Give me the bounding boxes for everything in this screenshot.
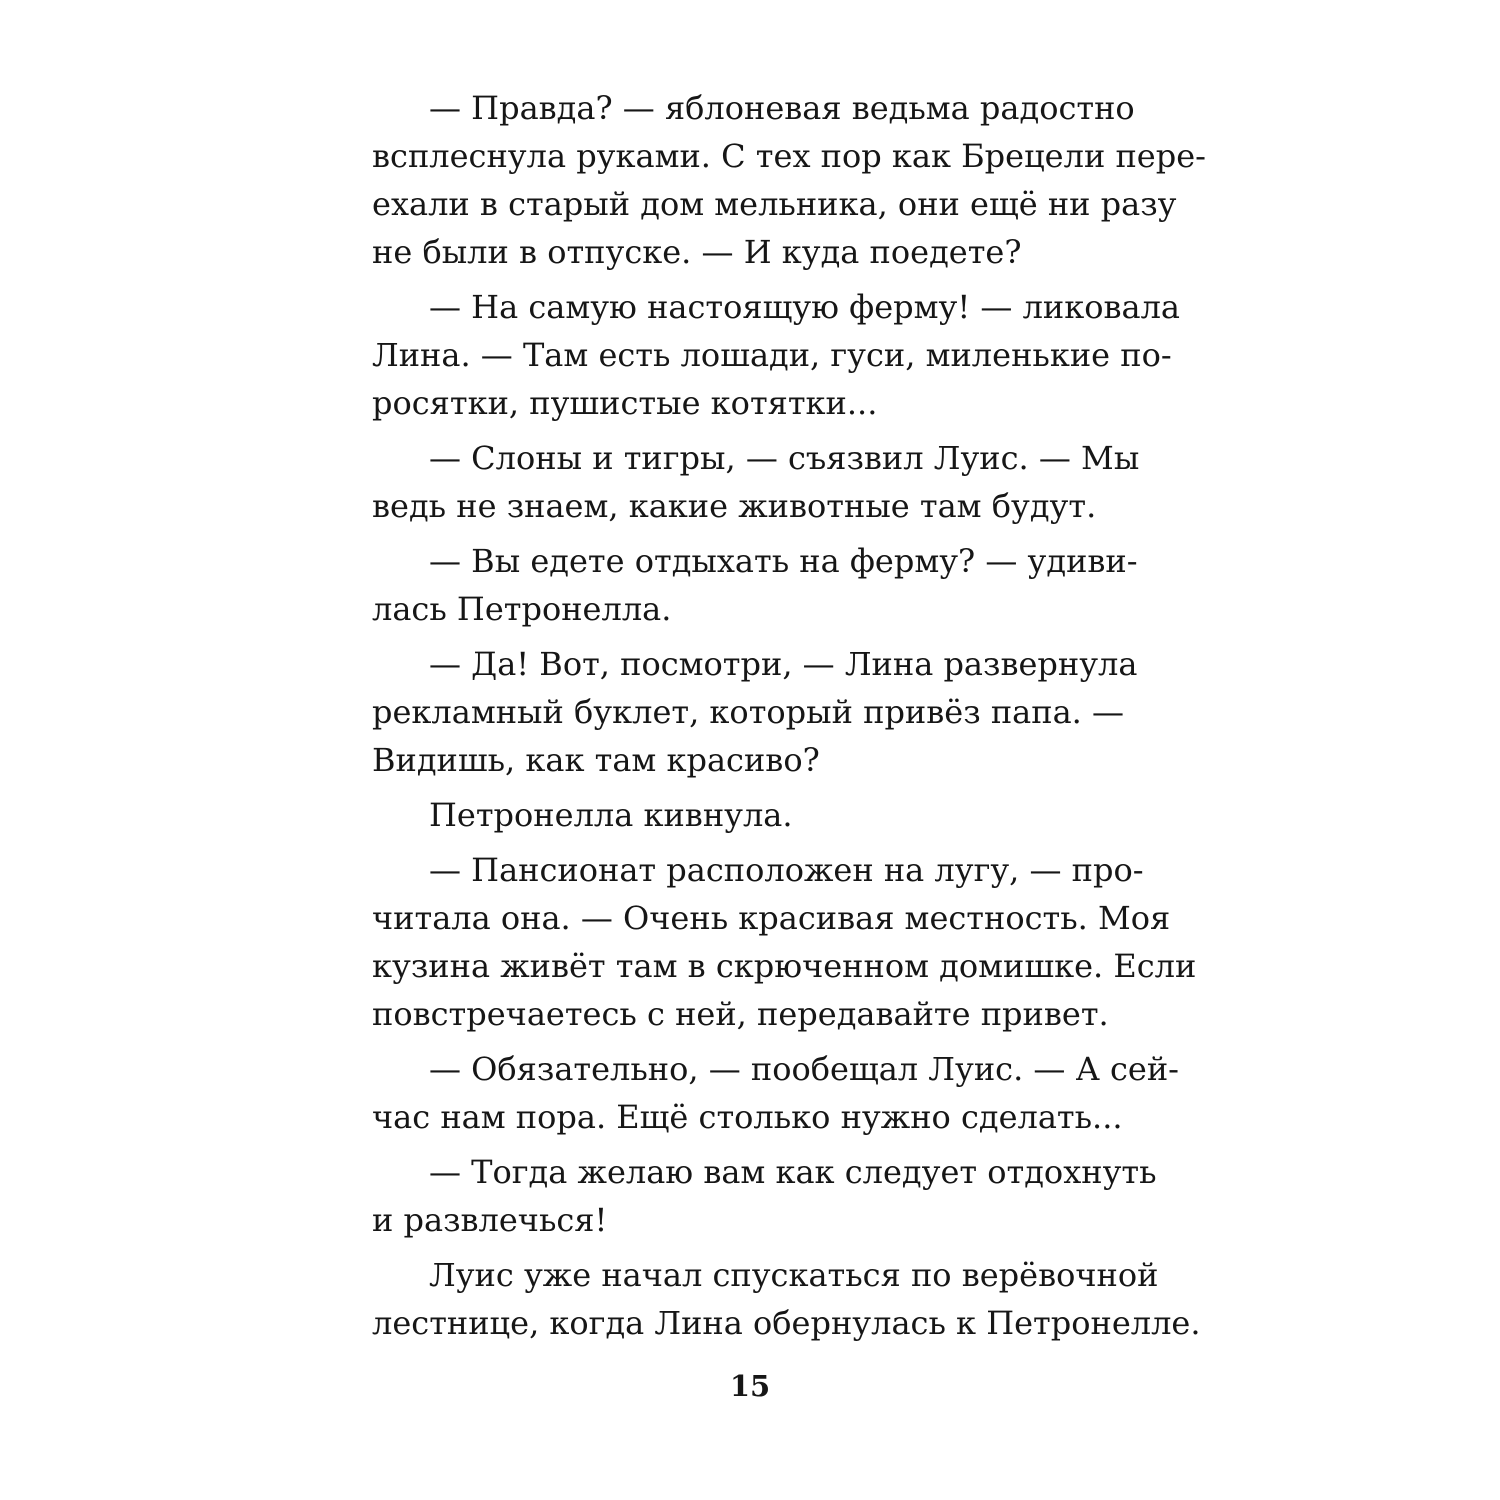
text-line: росятки, пушистые котятки... <box>372 384 878 422</box>
text-line: лась Петронелла. <box>372 590 672 628</box>
text-line: ехали в старый дом мельника, они ещё ни разу <box>372 185 1177 223</box>
paragraph <box>372 434 1140 530</box>
text-line: — Да! Вот, посмотри, — Лина развернула <box>429 645 1138 683</box>
text-line: лестнице, когда Лина обернулась к Петронелле. <box>372 1304 1201 1342</box>
text-line: читала она. — Очень красивая местность. Моя <box>372 899 1171 937</box>
text-line: — Слоны и тигры, — съязвил Луис. — Мы <box>429 439 1140 477</box>
text-line: — Вы едете отдыхать на ферму? — удиви- <box>429 542 1138 580</box>
text-line: Лина. — Там есть лошади, гуси, миленькие по- <box>372 336 1172 374</box>
page-number: 15 <box>729 1369 771 1403</box>
text-line: — Правда? — яблоневая ведьма радостно <box>429 89 1135 127</box>
text-line: — Пансионат расположен на лугу, — про- <box>429 851 1144 889</box>
paragraph <box>372 283 1180 427</box>
text-line: час нам пора. Ещё столько нужно сделать... <box>372 1098 1123 1136</box>
text-line: не были в отпуске. — И куда поедете? <box>372 233 1022 271</box>
paragraph <box>372 537 1138 633</box>
text-line: Луис уже начал спускаться по верёвочной <box>429 1256 1159 1294</box>
text-line: всплеснула руками. С тех пор как Брецели пере- <box>372 137 1206 175</box>
paragraph <box>372 1045 1179 1141</box>
text-line: Видишь, как там красиво? <box>372 741 820 779</box>
text-line: кузина живёт там в скрюченном домишке. Если <box>372 947 1197 985</box>
paragraph <box>372 1251 1201 1347</box>
paragraph <box>372 640 1138 784</box>
paragraph <box>372 84 1206 276</box>
text-line: и развлечься! <box>372 1201 608 1239</box>
text-line: — Обязательно, — пообещал Луис. — А сей- <box>429 1050 1179 1088</box>
text-line: рекламный буклет, который привёз папа. — <box>372 693 1124 731</box>
paragraph <box>372 791 1122 839</box>
page-body <box>372 84 1206 1354</box>
text-line: — На самую настоящую ферму! — ликовала <box>429 288 1180 326</box>
paragraph <box>372 1148 1157 1244</box>
text-line: — Тогда желаю вам как следует отдохнуть <box>429 1153 1157 1191</box>
text-line: Петронелла кивнула. <box>429 796 793 834</box>
paragraph <box>372 846 1197 1038</box>
text-line: повстречаетесь с ней, передавайте привет. <box>372 995 1109 1033</box>
text-line: ведь не знаем, какие животные там будут. <box>372 487 1097 525</box>
